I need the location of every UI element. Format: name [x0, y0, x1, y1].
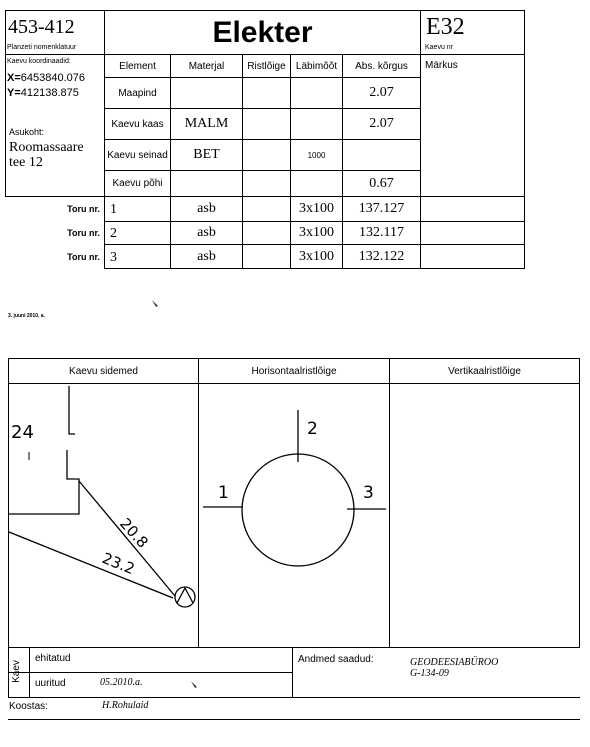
header-cross: Ristlõige	[247, 60, 286, 72]
row-element: Kaevu seinad	[107, 149, 168, 161]
pipe-label: Toru nr.	[67, 251, 100, 262]
pipe-material: asb	[197, 201, 216, 216]
pipe-number: 3	[110, 250, 117, 265]
col-line-far-right	[524, 196, 525, 268]
sheet-number-label: Planzeti nomenklatuur	[7, 44, 77, 51]
footer-side-label: Kaev	[10, 660, 22, 683]
org-name: GEODEESIABÜROO	[410, 657, 499, 668]
data-source-label: Andmed saadud:	[298, 654, 374, 665]
diagram-right	[579, 358, 580, 647]
row-material: MALM	[184, 116, 229, 131]
pipe-number: 2	[110, 226, 117, 241]
frame-left	[5, 10, 6, 197]
surveyed-value: 05.2010.a.	[100, 677, 143, 688]
y-label: Y=	[7, 87, 21, 99]
pen-mark-2	[190, 680, 200, 690]
built-label: ehitatud	[35, 653, 71, 664]
footer-author-bottom	[8, 719, 580, 720]
frame-right	[524, 10, 525, 197]
panel-title-horizontal: Horisontaalristlõige	[251, 365, 337, 377]
date-note: 3. juuni 2010. a.	[8, 313, 45, 319]
header-diameter: Läbimõõt	[295, 60, 338, 72]
dist-24: 24	[11, 422, 34, 443]
org-code: G-134-09	[410, 668, 449, 679]
pipe-material: asb	[197, 225, 216, 240]
surveyed-label: uuritud	[35, 678, 66, 689]
row-element: Kaevu põhi	[112, 178, 163, 189]
page-title: Elekter	[212, 15, 313, 49]
connections-sketch	[9, 384, 198, 646]
footer-divider	[292, 647, 293, 697]
x-coordinate	[7, 72, 85, 84]
y-coordinate	[7, 87, 79, 99]
dist-208: 20.8	[116, 514, 152, 552]
location-line1: Roomassaare	[9, 140, 84, 155]
pipe-diameter: 3x100	[299, 248, 334, 264]
pipe-height: 132.117	[359, 225, 404, 240]
building-edge-top	[69, 386, 75, 434]
pipe-label: Toru nr.	[67, 228, 100, 238]
x-label: X=	[7, 72, 21, 84]
location-line2: tee 12	[9, 155, 43, 170]
dist-232: 23.2	[99, 549, 138, 579]
row-diameter: 1000	[307, 150, 326, 160]
row-height: 2.07	[369, 85, 394, 100]
building-edge	[9, 450, 79, 514]
footer-side-divider	[29, 647, 30, 697]
author-label: Koostas:	[9, 701, 48, 712]
header-height: Abs. kõrgus	[355, 60, 408, 72]
panel-title-vertical: Vertikaalristlõige	[448, 365, 521, 377]
location-label: Asukoht:	[9, 127, 45, 137]
pipe-height: 132.122	[358, 248, 405, 264]
coords-label: Kaevu koordinaadid:	[7, 58, 71, 65]
pipe-label-2: 2	[307, 419, 318, 439]
diagram-bottom	[8, 647, 580, 648]
well-symbol	[175, 587, 195, 607]
row-line-7	[104, 268, 525, 269]
pipe-diameter: 3x100	[299, 225, 334, 240]
header-notes: Märkus	[425, 60, 458, 71]
well-circle	[242, 454, 354, 566]
pipe-label-3: 3	[363, 483, 374, 503]
footer-bottom	[8, 697, 580, 698]
horizontal-section	[199, 384, 389, 646]
pipe-number: 1	[110, 202, 117, 217]
well-id: E32	[426, 14, 465, 40]
x-value: 6453840.076	[20, 72, 85, 84]
row-height: 0.67	[369, 175, 394, 191]
row-element: Kaevu kaas	[111, 118, 164, 130]
row-element: Maapind	[118, 87, 157, 99]
footer-mid-line	[8, 672, 292, 673]
y-value: 412138.875	[20, 87, 79, 99]
pipe-diameter: 3x100	[299, 201, 334, 216]
header-material: Materjal	[188, 60, 225, 72]
panel-title-connections: Kaevu sidemed	[69, 365, 138, 377]
pipe-label-1: 1	[218, 483, 229, 503]
pipe-label: Toru nr.	[67, 204, 100, 214]
well-id-label: Kaevu nr	[425, 44, 454, 51]
pipe-material: asb	[197, 248, 216, 264]
author-name: H.Rohulaid	[102, 700, 149, 711]
row-height: 2.07	[369, 116, 394, 131]
well-symbol-mark	[177, 588, 193, 603]
pen-mark	[150, 298, 162, 310]
col-line-cross	[242, 54, 243, 268]
pipe-height: 137.127	[358, 201, 405, 216]
header-element: Element	[119, 60, 156, 72]
row-material: BET	[193, 147, 220, 162]
diagram-divider-2	[389, 358, 390, 647]
sheet-number: 453-412	[8, 16, 75, 38]
